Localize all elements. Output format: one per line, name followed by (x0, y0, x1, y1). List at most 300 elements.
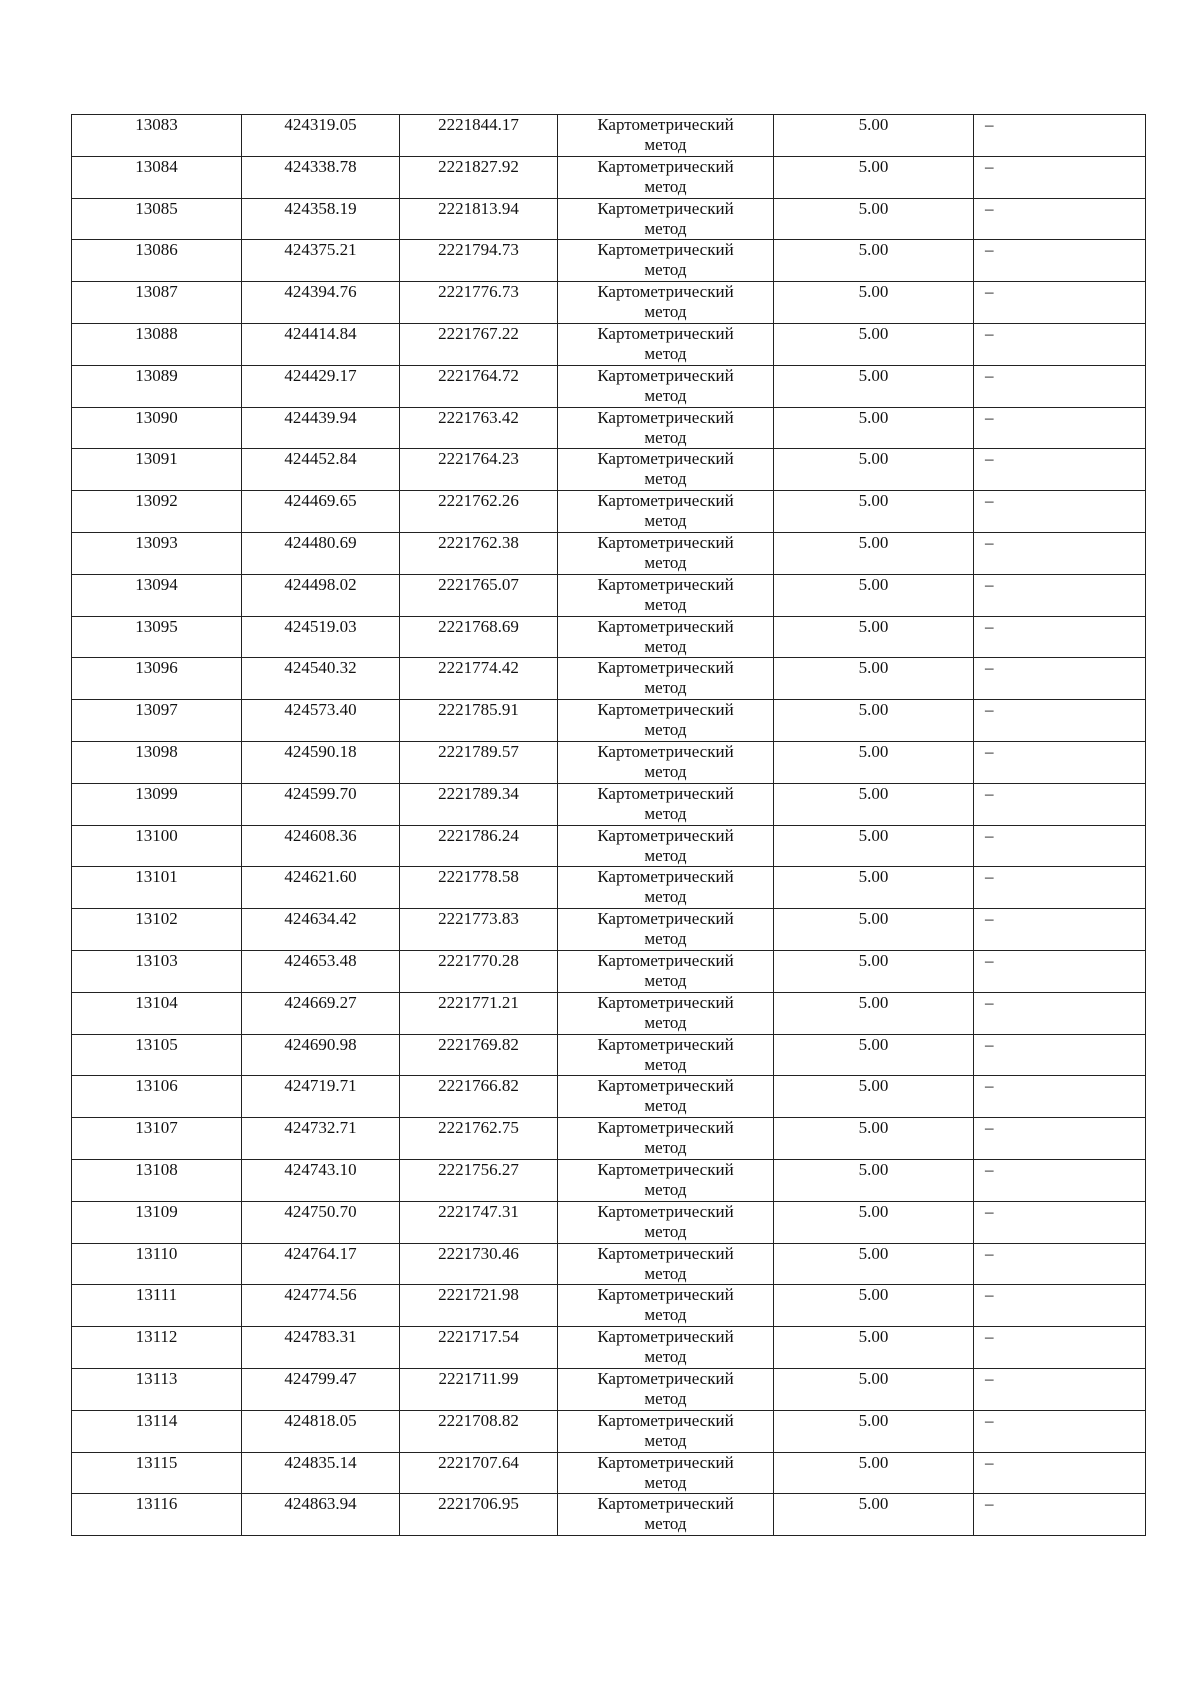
note-cell: – (974, 1118, 1146, 1160)
point-number-cell: 13088 (72, 323, 242, 365)
x-coordinate-cell: 424783.31 (242, 1327, 400, 1369)
method-cell (558, 825, 774, 867)
method-cell (558, 950, 774, 992)
point-number-cell: 13083 (72, 115, 242, 157)
y-coordinate-cell: 2221844.17 (400, 115, 558, 157)
method-cell (558, 616, 774, 658)
x-coordinate-cell: 424634.42 (242, 909, 400, 951)
method-line-2: метод (644, 1138, 687, 1158)
method-cell (558, 1118, 774, 1160)
x-coordinate-cell: 424338.78 (242, 156, 400, 198)
point-number-cell: 13091 (72, 449, 242, 491)
point-number-cell: 13115 (72, 1452, 242, 1494)
table-row (72, 909, 1146, 951)
table-row (72, 365, 1146, 407)
method-line-1: Картометрический (597, 156, 734, 176)
method-cell (558, 1494, 774, 1536)
table-row (72, 156, 1146, 198)
method-line-2: метод (644, 1096, 687, 1116)
method-cell (558, 1410, 774, 1452)
note-cell: – (974, 1452, 1146, 1494)
table-row (72, 825, 1146, 867)
note-cell: – (974, 115, 1146, 157)
note-cell: – (974, 950, 1146, 992)
method-cell (558, 282, 774, 324)
point-number-cell: 13103 (72, 950, 242, 992)
table-row (72, 491, 1146, 533)
method-cell (558, 156, 774, 198)
method-line-1: Картометрический (597, 1410, 734, 1430)
y-coordinate-cell: 2221721.98 (400, 1285, 558, 1327)
method-cell (558, 1159, 774, 1201)
method-line-2: метод (644, 1054, 687, 1074)
y-coordinate-cell: 2221766.82 (400, 1076, 558, 1118)
y-coordinate-cell: 2221827.92 (400, 156, 558, 198)
point-number-cell: 13093 (72, 532, 242, 574)
method-line-2: метод (644, 1347, 687, 1367)
method-line-1: Картометрический (597, 741, 734, 761)
y-coordinate-cell: 2221794.73 (400, 240, 558, 282)
y-coordinate-cell: 2221762.26 (400, 491, 558, 533)
table-row (72, 992, 1146, 1034)
error-value-cell: 5.00 (774, 741, 974, 783)
table-row (72, 658, 1146, 700)
method-line-1: Картометрический (597, 1201, 734, 1221)
note-cell: – (974, 282, 1146, 324)
point-number-cell: 13095 (72, 616, 242, 658)
method-line-1: Картометрический (597, 700, 734, 720)
x-coordinate-cell: 424732.71 (242, 1118, 400, 1160)
note-cell: – (974, 323, 1146, 365)
note-cell: – (974, 867, 1146, 909)
method-cell (558, 449, 774, 491)
y-coordinate-cell: 2221789.34 (400, 783, 558, 825)
x-coordinate-cell: 424799.47 (242, 1368, 400, 1410)
point-number-cell: 13101 (72, 867, 242, 909)
method-line-2: метод (644, 1179, 687, 1199)
method-cell (558, 1452, 774, 1494)
x-coordinate-cell: 424750.70 (242, 1201, 400, 1243)
error-value-cell: 5.00 (774, 1243, 974, 1285)
method-cell (558, 992, 774, 1034)
method-cell (558, 532, 774, 574)
table-row (72, 574, 1146, 616)
table-row (72, 700, 1146, 742)
error-value-cell: 5.00 (774, 323, 974, 365)
method-line-2: метод (644, 678, 687, 698)
note-cell: – (974, 365, 1146, 407)
table-row (72, 950, 1146, 992)
method-line-1: Картометрический (597, 1285, 734, 1305)
error-value-cell: 5.00 (774, 115, 974, 157)
point-number-cell: 13098 (72, 741, 242, 783)
method-line-1: Картометрический (597, 574, 734, 594)
method-line-1: Картометрический (597, 616, 734, 636)
note-cell: – (974, 1076, 1146, 1118)
method-line-1: Картометрический (597, 825, 734, 845)
method-cell (558, 198, 774, 240)
method-line-2: метод (644, 970, 687, 990)
method-cell (558, 240, 774, 282)
x-coordinate-cell: 424573.40 (242, 700, 400, 742)
point-number-cell: 13100 (72, 825, 242, 867)
y-coordinate-cell: 2221770.28 (400, 950, 558, 992)
method-cell (558, 491, 774, 533)
y-coordinate-cell: 2221768.69 (400, 616, 558, 658)
method-line-1: Картометрический (597, 783, 734, 803)
method-line-1: Картометрический (597, 992, 734, 1012)
error-value-cell: 5.00 (774, 365, 974, 407)
method-line-2: метод (644, 1263, 687, 1283)
method-line-2: метод (644, 176, 687, 196)
y-coordinate-cell: 2221789.57 (400, 741, 558, 783)
method-line-1: Картометрический (597, 867, 734, 887)
error-value-cell: 5.00 (774, 950, 974, 992)
error-value-cell: 5.00 (774, 156, 974, 198)
x-coordinate-cell: 424608.36 (242, 825, 400, 867)
method-line-1: Картометрический (597, 365, 734, 385)
table-row (72, 1201, 1146, 1243)
table-row (72, 1243, 1146, 1285)
table-row (72, 1285, 1146, 1327)
method-line-2: метод (644, 302, 687, 322)
method-cell (558, 1201, 774, 1243)
method-cell (558, 574, 774, 616)
method-cell (558, 1285, 774, 1327)
table-row (72, 1410, 1146, 1452)
method-line-1: Картометрический (597, 407, 734, 427)
method-line-1: Картометрический (597, 1159, 734, 1179)
point-number-cell: 13113 (72, 1368, 242, 1410)
method-line-1: Картометрический (597, 1494, 734, 1514)
error-value-cell: 5.00 (774, 658, 974, 700)
error-value-cell: 5.00 (774, 1285, 974, 1327)
point-number-cell: 13094 (72, 574, 242, 616)
method-line-2: метод (644, 1012, 687, 1032)
y-coordinate-cell: 2221785.91 (400, 700, 558, 742)
note-cell: – (974, 658, 1146, 700)
method-cell (558, 658, 774, 700)
point-number-cell: 13109 (72, 1201, 242, 1243)
method-cell (558, 407, 774, 449)
note-cell: – (974, 1410, 1146, 1452)
method-line-2: метод (644, 761, 687, 781)
method-line-1: Картометрический (597, 658, 734, 678)
x-coordinate-cell: 424599.70 (242, 783, 400, 825)
method-line-2: метод (644, 218, 687, 238)
method-line-1: Картометрический (597, 449, 734, 469)
error-value-cell: 5.00 (774, 1118, 974, 1160)
method-line-1: Картометрический (597, 240, 734, 260)
point-number-cell: 13086 (72, 240, 242, 282)
y-coordinate-cell: 2221764.72 (400, 365, 558, 407)
error-value-cell: 5.00 (774, 700, 974, 742)
x-coordinate-cell: 424653.48 (242, 950, 400, 992)
point-number-cell: 13111 (72, 1285, 242, 1327)
method-line-2: метод (644, 1388, 687, 1408)
point-number-cell: 13106 (72, 1076, 242, 1118)
x-coordinate-cell: 424319.05 (242, 115, 400, 157)
method-line-2: метод (644, 1221, 687, 1241)
x-coordinate-cell: 424358.19 (242, 198, 400, 240)
x-coordinate-cell: 424469.65 (242, 491, 400, 533)
coordinates-table-body (72, 115, 1146, 1536)
point-number-cell: 13096 (72, 658, 242, 700)
y-coordinate-cell: 2221764.23 (400, 449, 558, 491)
method-line-1: Картометрический (597, 1076, 734, 1096)
error-value-cell: 5.00 (774, 909, 974, 951)
table-row (72, 240, 1146, 282)
note-cell: – (974, 198, 1146, 240)
method-line-2: метод (644, 594, 687, 614)
note-cell: – (974, 992, 1146, 1034)
note-cell: – (974, 574, 1146, 616)
method-line-2: метод (644, 929, 687, 949)
note-cell: – (974, 783, 1146, 825)
table-row (72, 783, 1146, 825)
point-number-cell: 13099 (72, 783, 242, 825)
x-coordinate-cell: 424439.94 (242, 407, 400, 449)
table-row (72, 1368, 1146, 1410)
error-value-cell: 5.00 (774, 1452, 974, 1494)
method-line-2: метод (644, 260, 687, 280)
point-number-cell: 13116 (72, 1494, 242, 1536)
y-coordinate-cell: 2221717.54 (400, 1327, 558, 1369)
note-cell: – (974, 700, 1146, 742)
method-cell (558, 700, 774, 742)
x-coordinate-cell: 424498.02 (242, 574, 400, 616)
method-line-2: метод (644, 469, 687, 489)
method-line-2: метод (644, 552, 687, 572)
y-coordinate-cell: 2221763.42 (400, 407, 558, 449)
method-line-2: метод (644, 135, 687, 154)
x-coordinate-cell: 424375.21 (242, 240, 400, 282)
method-line-2: метод (644, 845, 687, 865)
note-cell: – (974, 616, 1146, 658)
x-coordinate-cell: 424863.94 (242, 1494, 400, 1536)
point-number-cell: 13104 (72, 992, 242, 1034)
x-coordinate-cell: 424519.03 (242, 616, 400, 658)
x-coordinate-cell: 424452.84 (242, 449, 400, 491)
point-number-cell: 13097 (72, 700, 242, 742)
method-line-1: Картометрический (597, 1243, 734, 1263)
method-line-1: Картометрический (597, 282, 734, 302)
note-cell: – (974, 1243, 1146, 1285)
x-coordinate-cell: 424743.10 (242, 1159, 400, 1201)
note-cell: – (974, 449, 1146, 491)
y-coordinate-cell: 2221711.99 (400, 1368, 558, 1410)
note-cell: – (974, 407, 1146, 449)
method-cell (558, 1368, 774, 1410)
y-coordinate-cell: 2221773.83 (400, 909, 558, 951)
error-value-cell: 5.00 (774, 1494, 974, 1536)
method-line-2: метод (644, 720, 687, 740)
method-line-1: Картометрический (597, 1034, 734, 1054)
method-cell (558, 115, 774, 157)
method-cell (558, 741, 774, 783)
method-line-1: Картометрический (597, 909, 734, 929)
point-number-cell: 13105 (72, 1034, 242, 1076)
note-cell: – (974, 491, 1146, 533)
error-value-cell: 5.00 (774, 1327, 974, 1369)
method-line-2: метод (644, 1514, 687, 1534)
x-coordinate-cell: 424590.18 (242, 741, 400, 783)
y-coordinate-cell: 2221767.22 (400, 323, 558, 365)
y-coordinate-cell: 2221706.95 (400, 1494, 558, 1536)
method-line-2: метод (644, 887, 687, 907)
table-row (72, 1494, 1146, 1536)
y-coordinate-cell: 2221771.21 (400, 992, 558, 1034)
point-number-cell: 13110 (72, 1243, 242, 1285)
y-coordinate-cell: 2221765.07 (400, 574, 558, 616)
method-line-2: метод (644, 803, 687, 823)
table-row (72, 1327, 1146, 1369)
x-coordinate-cell: 424429.17 (242, 365, 400, 407)
error-value-cell: 5.00 (774, 1076, 974, 1118)
error-value-cell: 5.00 (774, 825, 974, 867)
method-line-1: Картометрический (597, 950, 734, 970)
note-cell: – (974, 532, 1146, 574)
x-coordinate-cell: 424414.84 (242, 323, 400, 365)
method-cell (558, 1076, 774, 1118)
note-cell: – (974, 1201, 1146, 1243)
table-row (72, 1076, 1146, 1118)
method-line-1: Картометрический (597, 491, 734, 511)
y-coordinate-cell: 2221762.38 (400, 532, 558, 574)
table-row (72, 407, 1146, 449)
method-line-1: Картометрический (597, 1452, 734, 1472)
table-row (72, 1034, 1146, 1076)
method-line-2: метод (644, 427, 687, 447)
method-line-1: Картометрический (597, 1327, 734, 1347)
table-row (72, 741, 1146, 783)
method-line-2: метод (644, 511, 687, 531)
note-cell: – (974, 741, 1146, 783)
method-line-1: Картометрический (597, 532, 734, 552)
point-number-cell: 13092 (72, 491, 242, 533)
table-row (72, 323, 1146, 365)
x-coordinate-cell: 424669.27 (242, 992, 400, 1034)
point-number-cell: 13108 (72, 1159, 242, 1201)
y-coordinate-cell: 2221776.73 (400, 282, 558, 324)
x-coordinate-cell: 424621.60 (242, 867, 400, 909)
error-value-cell: 5.00 (774, 1034, 974, 1076)
table-row (72, 532, 1146, 574)
table-row (72, 449, 1146, 491)
error-value-cell: 5.00 (774, 1201, 974, 1243)
y-coordinate-cell: 2221707.64 (400, 1452, 558, 1494)
error-value-cell: 5.00 (774, 491, 974, 533)
error-value-cell: 5.00 (774, 532, 974, 574)
table-row (72, 115, 1146, 157)
x-coordinate-cell: 424394.76 (242, 282, 400, 324)
y-coordinate-cell: 2221786.24 (400, 825, 558, 867)
coordinates-table (71, 114, 1146, 1536)
table-row (72, 198, 1146, 240)
method-line-2: метод (644, 343, 687, 363)
error-value-cell: 5.00 (774, 240, 974, 282)
method-cell (558, 1327, 774, 1369)
x-coordinate-cell: 424480.69 (242, 532, 400, 574)
method-cell (558, 323, 774, 365)
error-value-cell: 5.00 (774, 198, 974, 240)
table-row (72, 616, 1146, 658)
note-cell: – (974, 1159, 1146, 1201)
point-number-cell: 13114 (72, 1410, 242, 1452)
error-value-cell: 5.00 (774, 407, 974, 449)
method-cell (558, 1243, 774, 1285)
y-coordinate-cell: 2221730.46 (400, 1243, 558, 1285)
x-coordinate-cell: 424540.32 (242, 658, 400, 700)
method-line-2: метод (644, 1305, 687, 1325)
point-number-cell: 13089 (72, 365, 242, 407)
error-value-cell: 5.00 (774, 992, 974, 1034)
method-cell (558, 783, 774, 825)
table-row (72, 1452, 1146, 1494)
error-value-cell: 5.00 (774, 783, 974, 825)
method-line-1: Картометрический (597, 1368, 734, 1388)
point-number-cell: 13085 (72, 198, 242, 240)
x-coordinate-cell: 424774.56 (242, 1285, 400, 1327)
y-coordinate-cell: 2221778.58 (400, 867, 558, 909)
note-cell: – (974, 240, 1146, 282)
error-value-cell: 5.00 (774, 1368, 974, 1410)
method-cell (558, 1034, 774, 1076)
note-cell: – (974, 1327, 1146, 1369)
x-coordinate-cell: 424719.71 (242, 1076, 400, 1118)
y-coordinate-cell: 2221774.42 (400, 658, 558, 700)
x-coordinate-cell: 424818.05 (242, 1410, 400, 1452)
method-line-1: Картометрический (597, 115, 734, 134)
method-line-1: Картометрический (597, 323, 734, 343)
note-cell: – (974, 1494, 1146, 1536)
note-cell: – (974, 825, 1146, 867)
y-coordinate-cell: 2221708.82 (400, 1410, 558, 1452)
note-cell: – (974, 909, 1146, 951)
error-value-cell: 5.00 (774, 1159, 974, 1201)
error-value-cell: 5.00 (774, 574, 974, 616)
method-line-2: метод (644, 1430, 687, 1450)
x-coordinate-cell: 424690.98 (242, 1034, 400, 1076)
error-value-cell: 5.00 (774, 1410, 974, 1452)
y-coordinate-cell: 2221747.31 (400, 1201, 558, 1243)
table-row (72, 1118, 1146, 1160)
table-row (72, 1159, 1146, 1201)
error-value-cell: 5.00 (774, 867, 974, 909)
point-number-cell: 13090 (72, 407, 242, 449)
method-line-1: Картометрический (597, 1118, 734, 1138)
method-line-2: метод (644, 1472, 687, 1492)
table-row (72, 282, 1146, 324)
note-cell: – (974, 1034, 1146, 1076)
x-coordinate-cell: 424835.14 (242, 1452, 400, 1494)
point-number-cell: 13084 (72, 156, 242, 198)
error-value-cell: 5.00 (774, 282, 974, 324)
y-coordinate-cell: 2221762.75 (400, 1118, 558, 1160)
method-cell (558, 867, 774, 909)
point-number-cell: 13102 (72, 909, 242, 951)
x-coordinate-cell: 424764.17 (242, 1243, 400, 1285)
y-coordinate-cell: 2221813.94 (400, 198, 558, 240)
method-cell (558, 909, 774, 951)
note-cell: – (974, 1285, 1146, 1327)
method-line-1: Картометрический (597, 198, 734, 218)
method-line-2: метод (644, 385, 687, 405)
error-value-cell: 5.00 (774, 616, 974, 658)
y-coordinate-cell: 2221756.27 (400, 1159, 558, 1201)
table-row (72, 867, 1146, 909)
error-value-cell: 5.00 (774, 449, 974, 491)
